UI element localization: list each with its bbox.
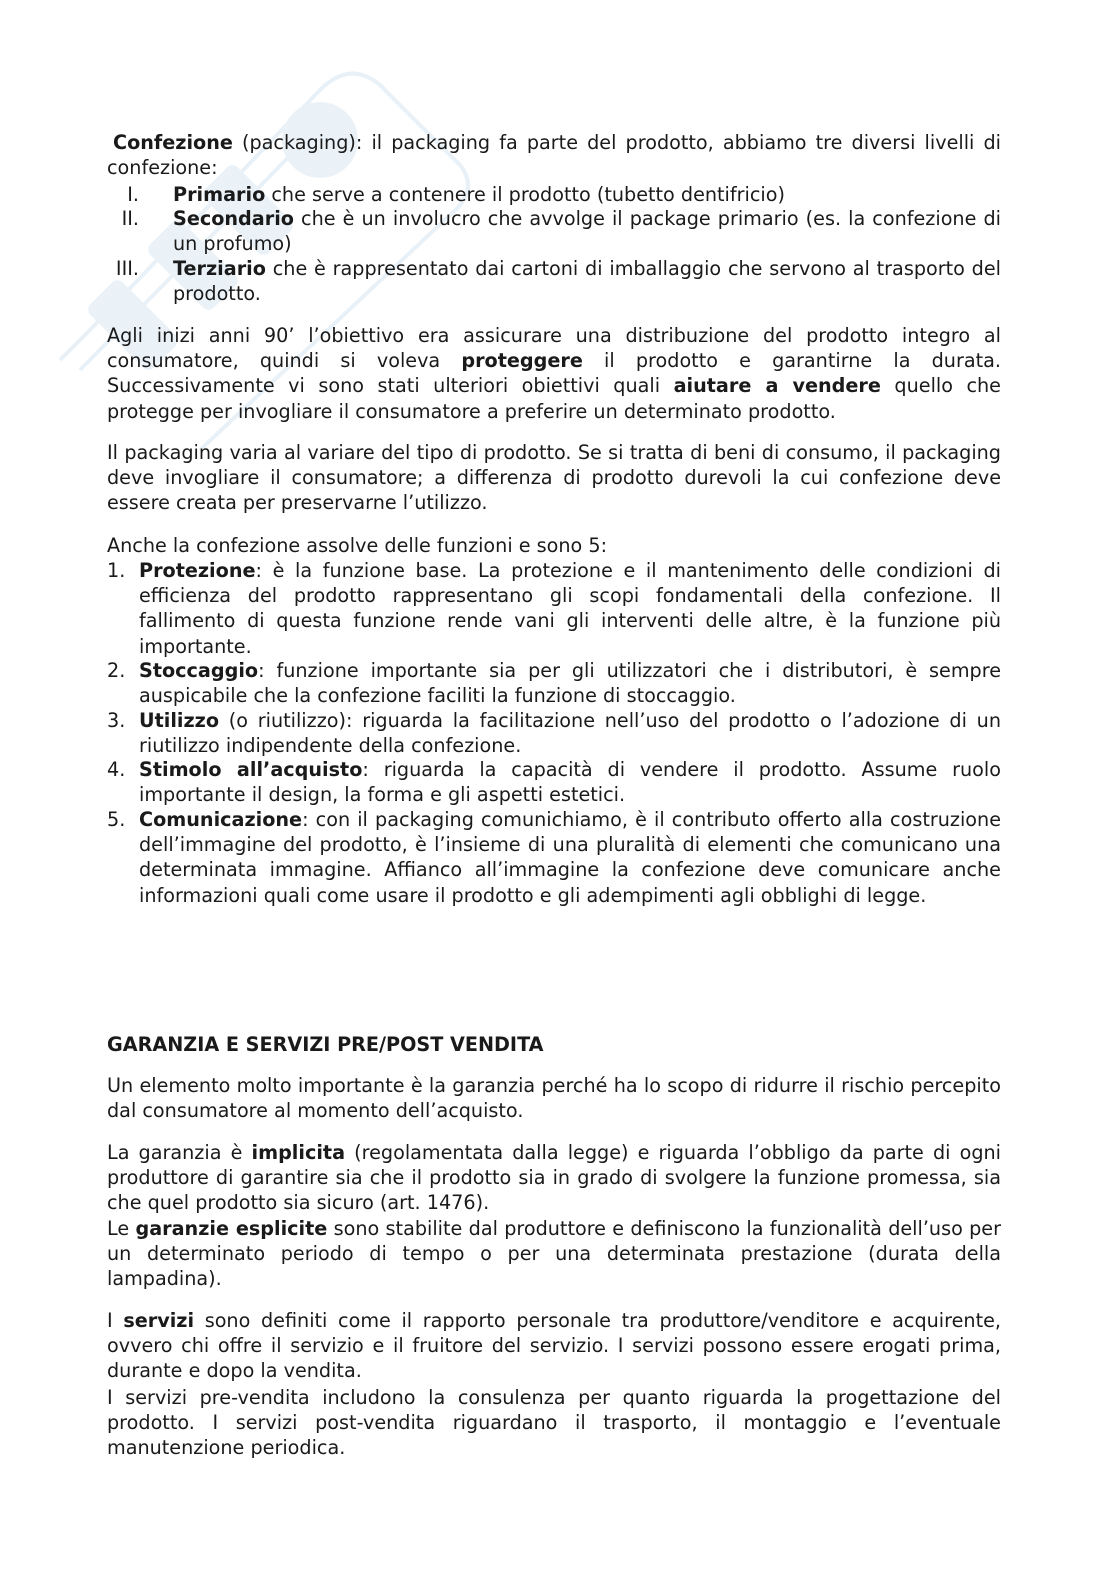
list-item-terziario [107,256,1001,308]
list-item-body [139,558,1001,659]
paragraph-garanzie-esplicite [107,1216,1001,1292]
list-item-body [139,757,1001,807]
text-span: (regolamentata dalla legge) e riguarda l’obbligo da parte di ogni produttore di garantire sia che il prodotto sia in grado di svolgere la funzione promessa, sia che quel prodotto sia sicuro (art. 1476). [107,1141,1001,1215]
protezione-text: : è la funzione base. La protezione e il mantenimento delle condizioni di efficienza del prodotto rappresentano gli scopi fondamentali della confezione. Il fallimento di questa funzione rende vani gli interventi delle altre, è la funzione più importante. [139,559,1001,658]
text-span: La garanzia è [107,1141,252,1164]
list-item-utilizzo [107,708,1001,760]
list-item-body [173,182,1001,207]
text-span: sono stabilite dal produttore e definiscono la funzionalità dell’uso per un determinato periodo di tempo o per una determinata prestazione (durata della lampadina). [107,1217,1002,1291]
paragraph-servizi [107,1308,1001,1384]
list-marker: 2. [107,659,126,682]
list-item-protezione [107,558,1001,662]
confezione-intro [107,130,1001,180]
term-utilizzo: Utilizzo [139,709,220,732]
comunicazione-text: : con il packaging comunichiamo, è il contributo offerto alla costruzione dell’immagine del prodotto, è l’insieme di una pluralità di elementi che comunicano una determinata immagine. Affianco all’immagine la confezione deve comunicare anche informazioni quali come usare il prodotto e gli adempimenti agli obblighi di legge. [139,808,1001,907]
term-primario: Primario [173,183,266,206]
list-item-body [139,708,1001,758]
text-span: I [107,1309,124,1332]
confezione-title: Confezione [113,131,233,154]
text-span: il prodotto e garantirne la durata. Successivamente vi sono stati ulteriori obiettivi quali [107,349,1001,398]
list-marker: II. [121,207,139,230]
text-span: Agli inizi anni 90’ l’obiettivo era assicurare una distribuzione del prodotto integro al consumatore, quindi si voleva [107,324,1001,373]
list-item-body [173,206,1001,256]
list-item-body [173,256,1001,306]
list-item-stimolo-acquisto [107,757,1001,809]
term-stoccaggio: Stoccaggio [139,659,259,682]
bold-proteggere: proteggere [461,349,583,373]
bold-garanzie-esplicite: garanzie esplicite [135,1217,328,1240]
list-item-body [139,807,1001,908]
term-stimolo-acquisto: Stimolo all’acquisto [139,758,363,781]
secondario-text: che è un involucro che avvolge il package primario (es. la confezione di un profumo) [173,207,1001,256]
funzioni-intro: Anche la confezione assolve delle funzioni e sono 5: [107,534,608,557]
stimolo-acquisto-text: : riguarda la capacità di vendere il prodotto. Assume ruolo importante il design, la forma e gli aspetti estetici. [139,758,1001,807]
stoccaggio-text: : funzione importante sia per gli utilizzatori che i distributori, è sempre auspicabile che la confezione faciliti la funzione di stoccaggio. [139,659,1001,708]
terziario-text: che è rappresentato dai cartoni di imballaggio che servono al trasporto del prodotto. [173,257,1001,306]
term-secondario: Secondario [173,207,294,230]
paragraph-garanzia-implicita [107,1140,1001,1216]
confezione-intro-text: (packaging): il packaging fa parte del prodotto, abbiamo tre diversi livelli di confezione: [107,131,1001,180]
paragraph-garanzia-intro: Un elemento molto importante è la garanzia perché ha lo scopo di ridurre il rischio percepito dal consumatore al momento dell’acquisto. [107,1074,1001,1123]
list-marker: 1. [107,559,126,582]
term-comunicazione: Comunicazione [139,808,303,831]
paragraph-packaging-varia: Il packaging varia al variare del tipo di prodotto. Se si tratta di beni di consumo, il packaging deve invogliare il consumatore; a differenza di prodotto durevoli la cui confezione deve essere creata per preservarne l’utilizzo. [107,441,1001,515]
bold-servizi: servizi [123,1309,195,1332]
list-marker: I. [127,183,139,206]
list-item-primario [107,182,1001,208]
text-span: quello che protegge per invogliare il consumatore a preferire un determinato prodotto. [107,374,1001,423]
list-marker: III. [115,257,139,280]
section-heading-garanzia: GARANZIA E SERVIZI PRE/POST VENDITA [107,1033,544,1056]
term-terziario: Terziario [173,257,266,280]
term-protezione: Protezione [139,559,256,582]
list-item-stoccaggio [107,658,1001,710]
bold-implicita: implicita [251,1141,346,1164]
text-span: sono definiti come il rapporto personale tra produttore/venditore e acquirente, ovvero chi offre il servizio e il fruitore del servizio. I servizi possono essere erogati prima, durante e dopo la vendita. [107,1309,1001,1383]
list-item-secondario [107,206,1001,258]
paragraph-servizi-pre-post: I servizi pre-vendita includono la consulenza per quanto riguarda la progettazione del prodotto. I servizi post-vendita riguardano il trasporto, il montaggio e l’eventuale manutenzione periodica. [107,1386,1001,1460]
list-item-body [139,658,1001,708]
list-marker: 4. [107,758,126,781]
primario-text: che serve a contenere il prodotto (tubetto dentifricio) [265,183,785,206]
paragraph-anni-90 [107,323,1001,424]
list-marker: 5. [107,808,126,831]
utilizzo-text: (o riutilizzo): riguarda la facilitazione nell’uso del prodotto o l’adozione di un riutilizzo indipendente della confezione. [139,709,1001,758]
text-span: Le [107,1217,136,1240]
list-item-comunicazione [107,807,1001,937]
bold-aiutare-a-vendere: aiutare a vendere [673,374,881,398]
list-marker: 3. [107,709,126,732]
